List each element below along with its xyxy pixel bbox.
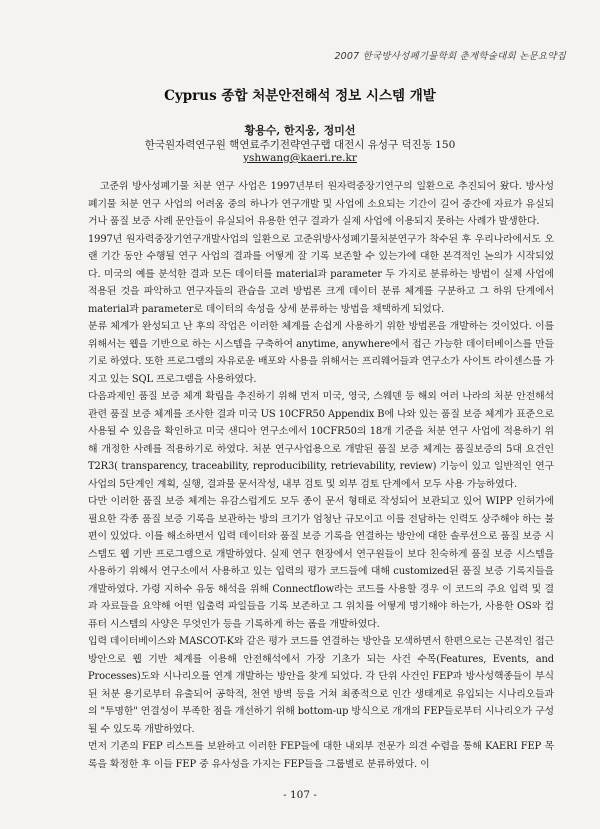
body-text: [88, 178, 554, 773]
author-email[interactable]: yshwang@kaeri.re.kr: [243, 152, 357, 164]
running-header: 2007 한국방사성폐기물학회 춘계학술대회 논문요약집: [334, 51, 566, 62]
paper-title: Cyprus 종합 처분안전해석 정보 시스템 개발: [164, 88, 436, 104]
body-paragraph: 고준위 방사성폐기물 처분 연구 사업은 1997년부터 원자력중장기연구의 일환으로 추진되어 왔다. 방사성폐기물 처분 연구 사업의 어려움 중의 하나가 연구개발 및 사업에 소요되는 기간이 길어 중간에 자료가 유실되거나 품질 보증 사례 문안들이 유실되어 유용한 연구 결과가 실제 사업에 이용되지 못하는 사례가 발생한다.: [88, 181, 554, 227]
body-paragraph: 다만 이러한 품질 보증 체계는 유감스럽게도 모두 종이 문서 형태로 작성되어 보관되고 있어 WIPP 인허가에 필요한 각종 품질 보증 기록을 보관하는 방의 크기가 엄청난 규모이고 이를 전담하는 인력도 상주해야 하는 불편이 있었다. 이를 해소하면서 입력 데이터와 품질 보증 기록을 연결하는 방안에 대한 솔루션으로 품질 보증 시스템도 웹 기반 프로그램으로 개발하였다. 실제 연구 현장에서 연구원들이 보다 친숙하게 품질 보증 시스템을 사용하기 위해서 연구소에서 사용하고 있는 입력의 평가 코드들에 대해 customized된 품질 보증 기록지들을 개발하였다. 가령 지하수 유동 해석을 위해 Connectflow라는 코드를 사용할 경우 이 코드의 주요 입력 및 결과 자료들을 요약해 어떤 입출력 파일들을 기록 보존하고 그 위치를 어떻게 명기해야 하는가, 사용한 OS와 컴퓨터 시스템의 사양은 무엇인가 등을 기록하게 하는 폼을 개발하였다.: [88, 496, 554, 630]
page-number: - 107 -: [283, 789, 317, 801]
body-paragraph: 1997년 원자력중장기연구개발사업의 일환으로 고준위방사성폐기물처분연구가 착수된 후 우리나라에서도 오랜 기간 동안 수행될 연구 사업의 결과를 어떻게 잘 기록 보존할 수 있는가에 대한 본격적인 논의가 시작되었다. 미국의 예를 분석한 결과 모든 데이터를 material과 parameter 두 가지로 분류하는 방법이 실제 사업에 적용된 것을 파악하고 연구자들의 관습을 고려 방법론 크게 데이터 분류 체계를 구분하고 그 하위 단계에서 material과 parameter로 데이터의 속성을 상세 분류하는 방법을 채택하게 되었다.: [88, 233, 554, 315]
paper-affiliation: 한국원자력연구원 핵연료주기전략연구랩 대전시 유성구 덕진동 150: [144, 139, 456, 151]
body-paragraph: 분류 체계가 완성되고 난 후의 작업은 이러한 체계를 손쉽게 사용하기 위한 방법론을 개발하는 것이었다. 이를 위해서는 웹을 기반으로 하는 시스템을 구축하여 anytime, anywhere에서 접근 가능한 데이터베이스를 만들기로 하였다. 또한 프로그램의 자유로운 배포와 사용을 위해서는 프리웨어들과 연구소가 사이트 라이센스를 가지고 있는 SQL 프로그램을 사용하였다.: [88, 321, 554, 385]
body-paragraph: 먼저 기존의 FEP 리스트를 보완하고 이러한 FEP들에 대한 내외부 전문가 의견 수렴을 통해 KAERI FEP 목록을 확정한 후 이들 FEP 중 유사성을 가지는 FEP들을 그룹별로 분류하였다. 이: [88, 741, 554, 770]
paper-authors: 황용수, 한지웅, 정미선: [244, 124, 356, 137]
body-paragraph: 입력 데이터베이스와 MASCOT-K와 같은 평가 코드를 연결하는 방안을 모색하면서 한편으로는 근본적인 접근 방안으로 웹 기반 체계를 이용해 안전해석에서 가장 기초가 되는 사건 수목(Features, Events, and Processes)도와 시나리오를 연계 개발하는 방안을 찾게 되었다. 각 단위 사건인 FEP과 방사성핵종들이 부식된 처분 용기로부터 유출되어 공학적, 천연 방벽 등을 거쳐 최종적으로 인간 생태계로 유입되는 시나리오들과의 "투명한" 연결성이 부족한 점을 개선하기 위해 bottom-up 방식으로 개개의 FEP들로부터 시나리오가 구성될 수 있도록 개발하였다.: [88, 636, 554, 735]
body-paragraph: 다음과제인 품질 보증 체계 확립을 추진하기 위해 먼저 미국, 영국, 스웨덴 등 해외 여러 나라의 처분 안전해석 관련 품질 보증 체계를 조사한 결과 미국 US 10CFR50 Appendix B에 나와 있는 품질 보증 체계가 표준으로 사용될 수 있음을 확인하고 미국 샌디아 연구소에서 10CFR50의 18개 기준을 처분 연구 사업에 적용하기 위해 개정한 사례를 적용하기로 하였다. 처분 연구사업용으로 개발된 품질 보증 체계는 품질보증의 5대 요건인 T2R3( transparency, traceability, reproducibility, retrievability, review) 기능이 있고 일반적인 연구사업의 5단계인 계획, 실행, 결과물 문서작성, 내부 검토 및 외부 검토 단계에서 모두 사용 가능하였다.: [88, 391, 554, 490]
